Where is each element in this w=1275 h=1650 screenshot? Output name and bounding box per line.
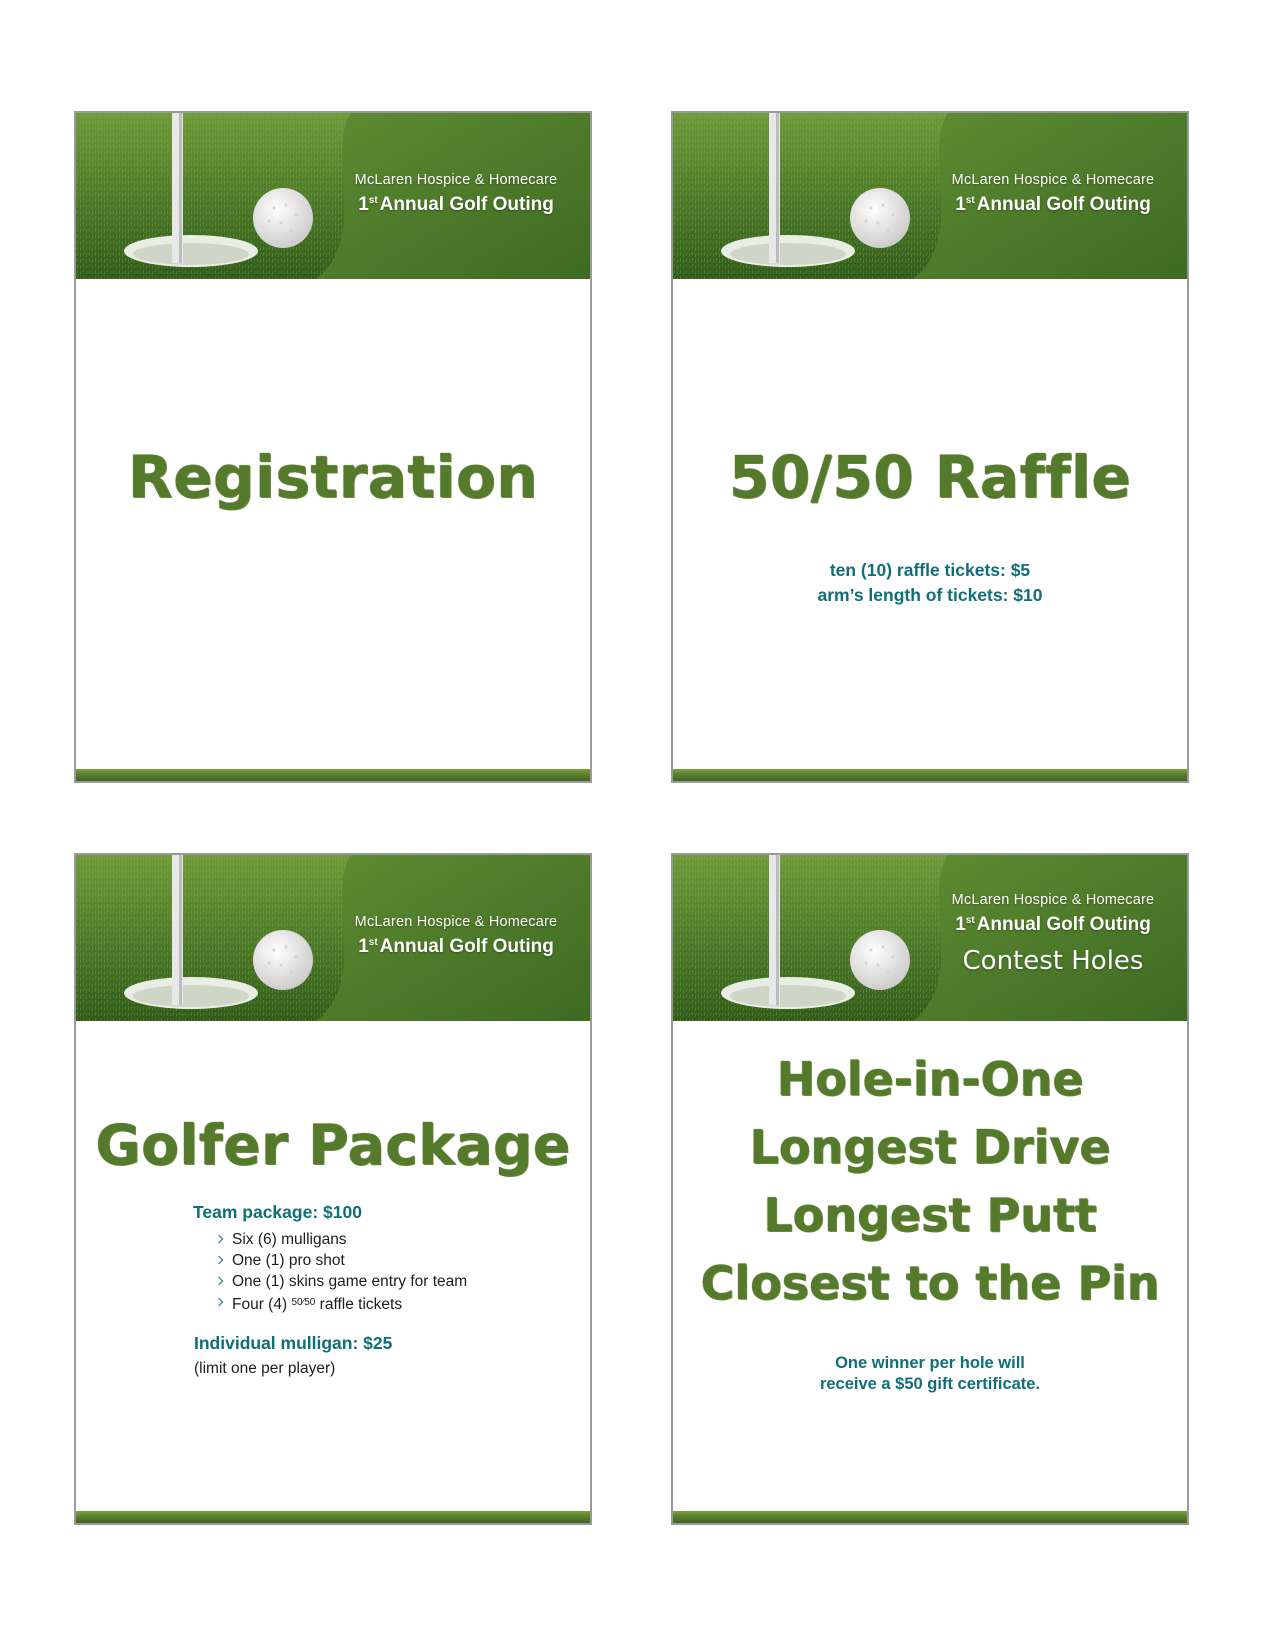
raffle-fraction: 50⁄50 xyxy=(291,1297,316,1308)
grass-strip xyxy=(76,1511,590,1523)
registration-title: Registration xyxy=(127,443,539,511)
event-ordinal: 1 xyxy=(955,914,966,935)
limit-note: (limit one per player) xyxy=(194,1360,336,1377)
raffle-card xyxy=(671,111,1189,783)
event-ordinal-suffix: st xyxy=(965,195,975,206)
list-item: One (1) skins game entry for team xyxy=(216,1271,467,1292)
golf-banner xyxy=(76,113,590,279)
registration-card xyxy=(74,111,592,783)
prize-note-line: One winner per hole will xyxy=(835,1354,1025,1372)
event-ordinal-suffix: st xyxy=(368,195,378,206)
event-name xyxy=(326,189,586,217)
org-name: McLaren Hospice & Homecare xyxy=(951,172,1155,188)
golf-banner xyxy=(673,113,1187,279)
grass-strip xyxy=(673,1511,1187,1523)
org-name: McLaren Hospice & Homecare xyxy=(354,914,558,930)
grass-strip xyxy=(673,769,1187,781)
event-ordinal-suffix: st xyxy=(368,937,378,948)
grass-strip xyxy=(76,769,590,781)
contest-hole: Longest Drive xyxy=(749,1120,1111,1174)
team-package-heading: Team package: $100 xyxy=(193,1202,362,1222)
raffle-title: 50/50 Raffle xyxy=(728,443,1132,511)
individual-mulligan-heading: Individual mulligan: $25 xyxy=(194,1333,393,1353)
banner-text xyxy=(923,171,1183,217)
event-ordinal: 1 xyxy=(955,194,966,215)
raffle-prices xyxy=(673,558,1187,608)
raffle-price-line: arm’s length of tickets: $10 xyxy=(817,585,1043,605)
package-items xyxy=(216,1229,467,1315)
prize-note xyxy=(673,1353,1187,1395)
list-item: One (1) pro shot xyxy=(216,1250,467,1271)
list-item xyxy=(216,1292,467,1315)
contest-hole: Hole-in-One xyxy=(776,1052,1084,1106)
item-text: raffle tickets xyxy=(315,1296,403,1313)
prize-note-line: receive a $50 gift certificate. xyxy=(819,1375,1041,1393)
org-name: McLaren Hospice & Homecare xyxy=(354,172,558,188)
event-name xyxy=(326,931,586,959)
contest-hole: Closest to the Pin xyxy=(700,1256,1160,1310)
event-name-text: Annual Golf Outing xyxy=(379,936,554,957)
event-name-text: Annual Golf Outing xyxy=(976,194,1151,215)
list-item: Six (6) mulligans xyxy=(216,1229,467,1250)
event-name-text: Annual Golf Outing xyxy=(379,194,554,215)
org-name: McLaren Hospice & Homecare xyxy=(951,892,1155,908)
banner-text xyxy=(923,891,1183,977)
raffle-price-line: ten (10) raffle tickets: $5 xyxy=(829,560,1031,580)
event-name xyxy=(923,909,1183,937)
contest-subtitle: Contest Holes xyxy=(962,946,1144,976)
event-name-text: Annual Golf Outing xyxy=(976,914,1151,935)
banner-text xyxy=(326,171,586,217)
golfer-package-card xyxy=(74,853,592,1525)
event-ordinal: 1 xyxy=(358,194,369,215)
golf-banner xyxy=(673,855,1187,1021)
banner-text xyxy=(326,913,586,959)
item-text: Four (4) xyxy=(232,1296,292,1313)
contest-hole-list xyxy=(673,1045,1187,1317)
event-ordinal: 1 xyxy=(358,936,369,957)
event-name xyxy=(923,189,1183,217)
golf-banner xyxy=(76,855,590,1021)
contest-holes-card xyxy=(671,853,1189,1525)
event-ordinal-suffix: st xyxy=(965,915,975,926)
contest-hole: Longest Putt xyxy=(763,1188,1097,1242)
golfer-package-title: Golfer Package xyxy=(95,1113,571,1177)
